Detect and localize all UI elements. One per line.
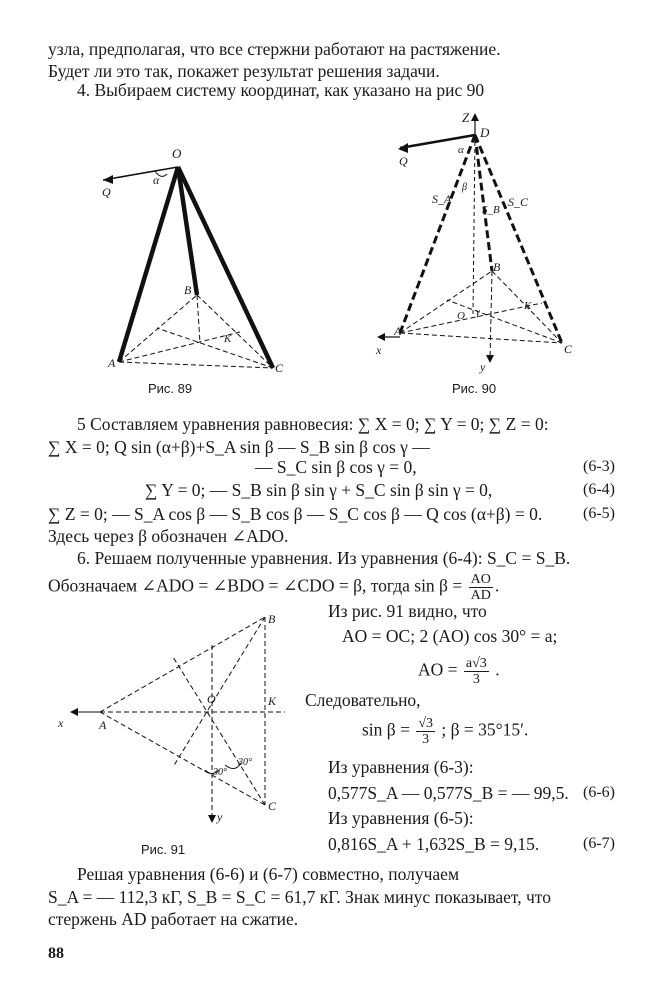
bottom-line-1: Решая уравнения (6-6) и (6-7) совместно, получаем — [77, 864, 460, 884]
base-dashed — [119, 295, 273, 368]
fraction-a-root3 — [464, 656, 489, 687]
label-d: D — [480, 125, 490, 140]
sin-beta-prefix: sin β = — [362, 719, 410, 740]
bottom-line-2: S_A = — 112,3 кГ, S_B = S_C = 61,7 кГ. Знак минус показывает, что — [48, 887, 551, 907]
label-c91: C — [268, 799, 277, 813]
label-x91: x — [58, 716, 64, 730]
caption-fig-90: Рис. 90 — [452, 381, 497, 396]
label-angle-30-a: 30° — [213, 767, 227, 778]
text-line-11-prefix: Обозначаем ∠ADO = ∠BDO = ∠CDO = β, тогда sin β = — [48, 575, 463, 596]
text-line-2: Будет ли это так, покажет результат решения задачи. — [48, 61, 440, 81]
label-c: C — [275, 361, 284, 375]
right-line-7: 0,577S_A — 0,577S_B = — 99,5. — [328, 783, 569, 803]
figure-91 — [55, 605, 305, 830]
caption-fig-89: Рис. 89 — [148, 381, 193, 396]
text-line-10: 6. Решаем полученные уравнения. Из уравнения (6-4): S_C = S_B. — [77, 548, 571, 568]
text-line-4: 5 Составляем уравнения равновесия: ∑ X = 0; ∑ Y = 0; ∑ Z = 0: — [77, 414, 549, 434]
beta-value: ; β = 35°15′. — [441, 719, 529, 740]
eq-line-7: ∑ Y = 0; — S_B sin β sin γ + S_C sin β sin γ = 0, — [145, 480, 493, 500]
text-line-11: Обозначаем ∠ADO = ∠BDO = ∠CDO = β, тогда sin β = $\frac{AO}{AD}$ . — [48, 572, 500, 603]
label-a91: A — [99, 718, 107, 732]
label-c90: C — [564, 342, 573, 356]
eq-number-66: (6-6) — [583, 784, 615, 801]
label-x90: x — [376, 343, 382, 357]
label-k91: K — [268, 694, 277, 708]
fraction-ao-ad-num: AO — [470, 572, 491, 587]
label-alpha: α — [153, 173, 160, 187]
label-z: Z — [462, 110, 470, 125]
right-line-2: AO = OC; 2 (AO) cos 30° = a; — [342, 626, 558, 646]
right-line-6: Из уравнения (6-3): — [328, 757, 474, 777]
force-q-arrowhead — [103, 175, 113, 184]
label-o: O — [172, 146, 182, 161]
right-line-5 — [362, 716, 528, 747]
label-k90: K — [524, 300, 532, 312]
label-b91: B — [268, 612, 276, 626]
label-y90: y — [480, 360, 486, 374]
label-q: Q — [102, 185, 111, 199]
fraction-ao-ad — [469, 572, 493, 603]
text-line-9: Здесь через β обозначен ∠ADO. — [48, 526, 289, 546]
eq-number-64: (6-4) — [583, 481, 615, 498]
label-y91: y — [217, 810, 223, 824]
right-line-1: Из рис. 91 видно, что — [328, 601, 487, 621]
right-line-4: Следовательно, — [305, 690, 421, 710]
bottom-line-3: стержень AD работает на сжатие. — [48, 909, 299, 929]
label-a: A — [108, 356, 116, 370]
fraction-root3-den: 3 — [422, 732, 430, 747]
label-sa: S_A — [432, 192, 452, 206]
eq-number-65: (6-5) — [583, 505, 615, 522]
right-line-9: 0,816S_A + 1,632S_B = 9,15. — [328, 834, 540, 854]
caption-fig-91: Рис. 91 — [141, 842, 186, 857]
label-sc: S_C — [508, 195, 529, 209]
eq-line-6: — S_C sin β cos γ = 0, — [255, 457, 417, 477]
label-a90: A — [394, 324, 402, 338]
figure-90 — [372, 105, 592, 375]
fraction-a-root3-den: 3 — [472, 672, 480, 687]
text-line-1: узла, предполагая, что все стержни работают на растяжение. — [48, 39, 501, 59]
force-q-line — [103, 167, 178, 180]
label-beta90: β — [462, 182, 467, 193]
label-b90: B — [493, 260, 501, 274]
page-number: 88 — [48, 945, 64, 962]
eq-line-5: ∑ X = 0; Q sin (α+β)+S_A sin β — S_B sin β cos γ — — [48, 437, 430, 457]
fraction-a-root3-num: a√3 — [465, 656, 487, 671]
figure-89 — [95, 140, 295, 375]
right-line-8: Из уравнения (6-5): — [328, 808, 474, 828]
label-alpha90: α — [458, 144, 464, 156]
fraction-ao-ad-den: AD — [470, 588, 491, 603]
label-q90: Q — [399, 154, 408, 168]
eq-line-8: ∑ Z = 0; — S_A cos β — S_B cos β — S_C cos β — Q cos (α+β) = 0. — [48, 504, 543, 524]
right-line-3: AO = $\frac{a√3}{3}$ . — [418, 656, 500, 687]
fraction-root3-num: √3 — [418, 716, 434, 731]
label-b: B — [184, 283, 192, 297]
label-o90: O — [457, 310, 465, 322]
eq-number-67: (6-7) — [583, 835, 615, 852]
label-o91: O — [207, 692, 216, 706]
ao-eq-prefix: AO = — [418, 659, 458, 680]
eq-number-63: (6-3) — [583, 458, 615, 475]
label-sb: S_B — [482, 204, 500, 216]
rod-oa — [119, 167, 178, 362]
label-k: K — [224, 333, 232, 345]
text-line-3: 4. Выбираем систему координат, как указано на рис 90 — [77, 80, 485, 100]
fraction-root3 — [416, 716, 435, 747]
label-gamma90: γ — [476, 307, 480, 318]
label-angle-30-b: 30° — [238, 757, 252, 768]
